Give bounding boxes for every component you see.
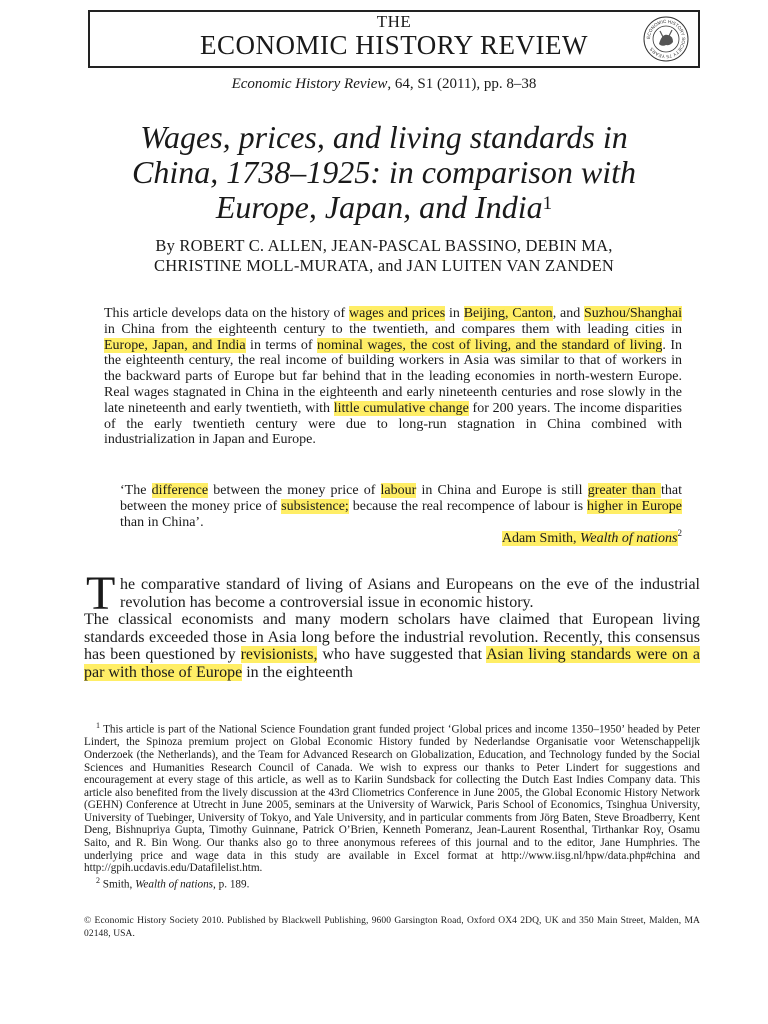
body-span: in the eighteenth	[242, 663, 353, 681]
title-footnote-mark[interactable]: 1	[542, 193, 553, 214]
body-text	[84, 611, 700, 681]
highlight: little cumulative change	[333, 400, 469, 416]
footnote-1-text: This article is part of the National Science Foundation grant funded project ‘Global prices and income 1350–1950’ headed by Peter Lindert, the Spinoza premium project on Global Economic History funded by Nederlandse Organisatie voor Wetenschappelijk Onderzoek (the Netherlands), and the Team for Advanced Research on Globalization, Education, and Technology funded by the Social Sciences and Humanities Research Council of Canada. We wish to express our thanks to Peter Lindert for suggestions and encouragement at every stage of this article, as well as to Kariin Sundsback for collecting the Dutch East Indies Company data. This article also benefited from the lively discussion at the 43rd Cliometrics Conference in June 2005, the Global Economic History Network (GEHN) Conference at Utrecht in June 2005, seminars at the University of Warwick, Paris School of Economics, Tsinghua University, University of Tuebinger, University of Tokyo, and Yale University, and in particular comments from Jörg Baten, Steve Broadberry, Kent Deng, Bishnupriya Gupta, Timothy Guinnane, Patrick O’Brien, Kenneth Pomeranz, Jean-Laurent Rosenthal, Tirthankar Roy, Osamu Saito, and R. Bin Wong. Our thanks also go to three anonymous referees of this journal and to the editor, Jane Humphries. The underlying price and wage data in this study are available in Excel format at http://www.iisg.nl/hpw/data.php#china and http://gpih.ucdavis.edu/Datafilelist.htm.	[84, 723, 700, 875]
attribution-author: Adam Smith,	[501, 530, 580, 546]
footnote-2-mark: 2	[96, 875, 100, 885]
attribution-work: Wealth of nations	[580, 530, 678, 546]
footnote-1-mark: 1	[96, 721, 100, 730]
epigraph-attribution	[502, 528, 682, 547]
footnote-2-page: , p. 189.	[213, 878, 250, 891]
abstract-text: in	[445, 306, 464, 321]
abstract-text: in China from the eighteenth century to the twentieth, and compares them with leading cities in	[104, 321, 682, 337]
highlight: Asian living standards were on a par with those of Europe	[84, 646, 701, 681]
authors-line-2: CHRISTINE MOLL-MURATA, and JAN LUITEN VAN ZANDEN	[153, 256, 614, 275]
seal-lettering: ECONOMIC HISTORY SOCIETY 75 YEARS	[645, 18, 687, 60]
highlight: Suzhou/Shanghai	[584, 306, 682, 321]
highlight: labour	[380, 483, 417, 498]
abstract-text: in terms of	[245, 337, 318, 353]
title-line-1: Wages, prices, and living standards in	[140, 119, 628, 155]
quote-text: than in China’.	[120, 514, 204, 530]
highlight: difference	[151, 483, 209, 498]
highlight: Beijing, Canton	[463, 306, 553, 321]
quote-text: in China and Europe is still	[416, 483, 588, 498]
title-line-2: China, 1738–1925: in comparison with	[131, 154, 636, 190]
society-seal-icon	[642, 15, 690, 63]
authors-line-1: By ROBERT C. ALLEN, JEAN-PASCAL BASSINO, DEBIN MA,	[155, 236, 613, 255]
journal-masthead	[88, 10, 700, 68]
quote-text: ‘The	[120, 483, 152, 498]
highlight: subsistence;	[281, 498, 349, 514]
body-text-first-lines: he comparative standard of living of Asians and Europeans on the eve of the industrial revolution has become a controversial issue in economic history.	[120, 576, 700, 611]
highlight: higher in Europe	[587, 498, 682, 514]
highlight: revisionists,	[240, 646, 318, 664]
abstract-text: This article develops data on the history of	[104, 306, 349, 321]
highlight: nominal wages, the cost of living, and the standard of living	[317, 337, 663, 353]
article-title	[60, 120, 708, 225]
footnotes	[84, 720, 700, 891]
quote-text: that between the money price of	[120, 483, 682, 514]
author-list	[60, 236, 708, 276]
citation-line	[0, 76, 768, 93]
citation-journal: Economic History Review	[231, 76, 388, 92]
abstract-text: , and	[552, 306, 584, 321]
journal-title: ECONOMIC HISTORY REVIEW	[200, 30, 588, 60]
quote-text: because the real recompence of labour is	[348, 498, 588, 514]
abstract-text: for 200 years. The income disparities of the early twentieth century were due to long-run stagnation in China combined with industrialization in Japan and Europe.	[104, 400, 682, 448]
footnote-2-text: Smith,	[100, 878, 136, 891]
body-span: who have suggested that	[317, 646, 487, 664]
quote-text: between the money price of	[208, 483, 381, 498]
footnote-1	[84, 720, 700, 875]
footnote-2-work: Wealth of nations	[135, 878, 214, 891]
body-span: The classical economists and many modern scholars have claimed that European living standards exceeded those in Asia long before the industrial revolution. Recently, this consensus has been questioned by	[84, 611, 700, 664]
abstract-text: . In the eighteenth century, the real income of building workers in Asia was similar to that of workers in the backward parts of Europe but far behind that in the leading economies in north-western Europe. Real wages stagnated in China in the eighteenth and early nineteenth centuries and rose slowly in the late nineteenth and early twentieth, with	[104, 337, 682, 416]
highlight: Europe, Japan, and India	[104, 337, 246, 353]
masthead-the: THE	[376, 12, 412, 31]
attribution-footnote-mark[interactable]: 2	[677, 528, 682, 538]
highlight: wages and prices	[348, 306, 446, 321]
copyright-notice: © Economic History Society 2010. Published by Blackwell Publishing, 9600 Garsington Road, Oxford OX4 2DQ, UK and 350 Main Street, Malden, MA 02148, USA.	[84, 916, 700, 939]
epigraph-quote	[120, 483, 682, 530]
highlight: greater than	[587, 483, 661, 498]
drop-cap: T	[86, 567, 116, 620]
title-line-3: Europe, Japan, and India	[215, 189, 543, 225]
footnote-2	[84, 875, 700, 891]
abstract	[104, 306, 682, 448]
citation-volume: , 64, S1 (2011), pp. 8–38	[387, 76, 537, 92]
